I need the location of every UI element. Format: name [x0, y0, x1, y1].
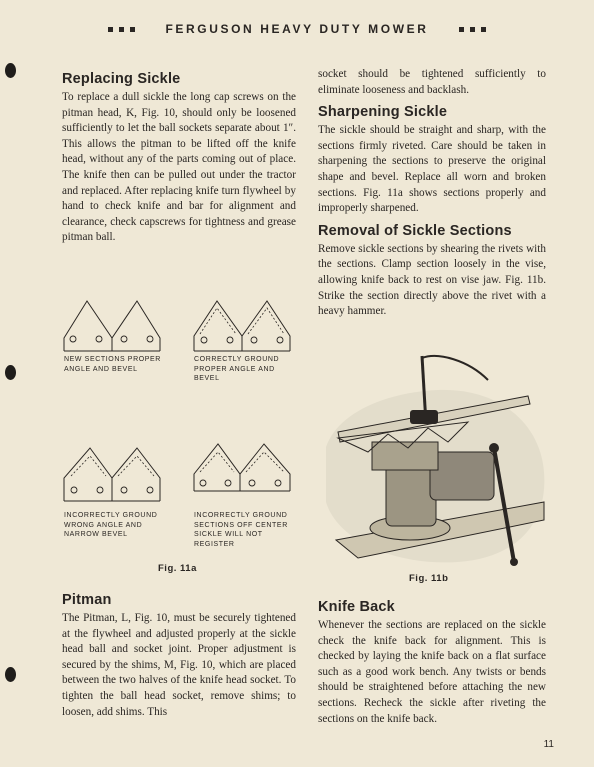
vise-illustration	[318, 352, 550, 570]
punch-hole	[5, 365, 16, 380]
off-center-drawing	[194, 444, 290, 491]
caption-off-center: INCORRECTLY GROUND SECTIONS OFF CENTER SICKLE WILL NOT REGISTER	[194, 512, 288, 548]
page-number: 11	[543, 739, 554, 750]
new-sections-drawing	[64, 301, 160, 351]
right-column-top	[318, 67, 546, 320]
correctly-ground-drawing	[194, 301, 290, 351]
replacing-sickle-text: To replace a dull sickle the long cap screws on the pitman head, K, Fig. 10, should only be loosened sufficiently to let the ball sockets separate about 1″. This allows the pitman to be lifted off the knife head, without any of the parts coming out of place. The knife then can be pulled out under the tractor and replaced. After replacing knife turn flywheel by hand to check knife and bar for alignment and clearance, check capscrews for tightness and grease pitman ball.	[62, 91, 296, 244]
knife-back-heading: Knife Back	[318, 599, 395, 615]
caption-correctly-ground: CORRECTLY GROUND PROPER ANGLE AND BEVEL	[194, 356, 280, 382]
header-ornament	[456, 22, 489, 36]
pitman-text: The Pitman, L, Fig. 10, must be securely tightened at the flywheel and adjusted properly at the sickle head ball and socket joint. Proper adjustment is secured by the shims, M, Fig. 10, which are placed between the two halves of the knife head socket. To tighten the ball head socket, remove shims; to loosen, add shims. This	[62, 612, 296, 718]
knife-back-section	[318, 599, 546, 727]
replacing-sickle-section	[62, 71, 296, 246]
removal-text: Remove sickle sections by shearing the rivets with the sections. Clamp section loosely in the vise, allowing knife back to rest on vise jaw. Fig. 11b. Strike the section directly above the rivet with a heavy hammer.	[318, 242, 546, 318]
replacing-sickle-heading: Replacing Sickle	[62, 71, 181, 87]
sharpening-text: The sickle should be straight and sharp, with the sections firmly riveted. Care should be taken in sharpening the sections to preserve the original shape and bevel. Replace all worn and broken sections. Fig. 11a shows sections properly and improperly sharpened.	[318, 124, 546, 215]
pitman-heading: Pitman	[62, 592, 112, 608]
caption-wrong-angle: INCORRECTLY GROUND WRONG ANGLE AND NARROW BEVEL	[64, 512, 158, 538]
sharpening-heading: Sharpening Sickle	[318, 104, 448, 121]
page-header	[0, 22, 594, 36]
sickle-sections-diagram	[60, 296, 300, 528]
header-title: FERGUSON HEAVY DUTY MOWER	[165, 22, 429, 36]
punch-hole	[5, 667, 16, 682]
header-ornament	[105, 22, 138, 36]
punch-hole	[5, 63, 16, 78]
continued-text: socket should be tightened sufficiently to eliminate looseness and backlash.	[318, 68, 546, 96]
knife-back-text: Whenever the sections are replaced on the sickle check the knife back for alignment. This is checked by laying the knife back on a flat surface such as a good work bench. Any twists or bends should be straightened before attaching the new sections. Recheck the sickle after riveting the sections on the knife back.	[318, 619, 546, 725]
figure-11a-label: Fig. 11a	[158, 563, 197, 574]
incorrect-angle-drawing	[64, 448, 160, 501]
pitman-section	[62, 592, 296, 720]
caption-new-sections: NEW SECTIONS PROPER ANGLE AND BEVEL	[64, 356, 161, 373]
removal-heading: Removal of Sickle Sections	[318, 222, 512, 239]
figure-11b-label: Fig. 11b	[409, 573, 449, 584]
